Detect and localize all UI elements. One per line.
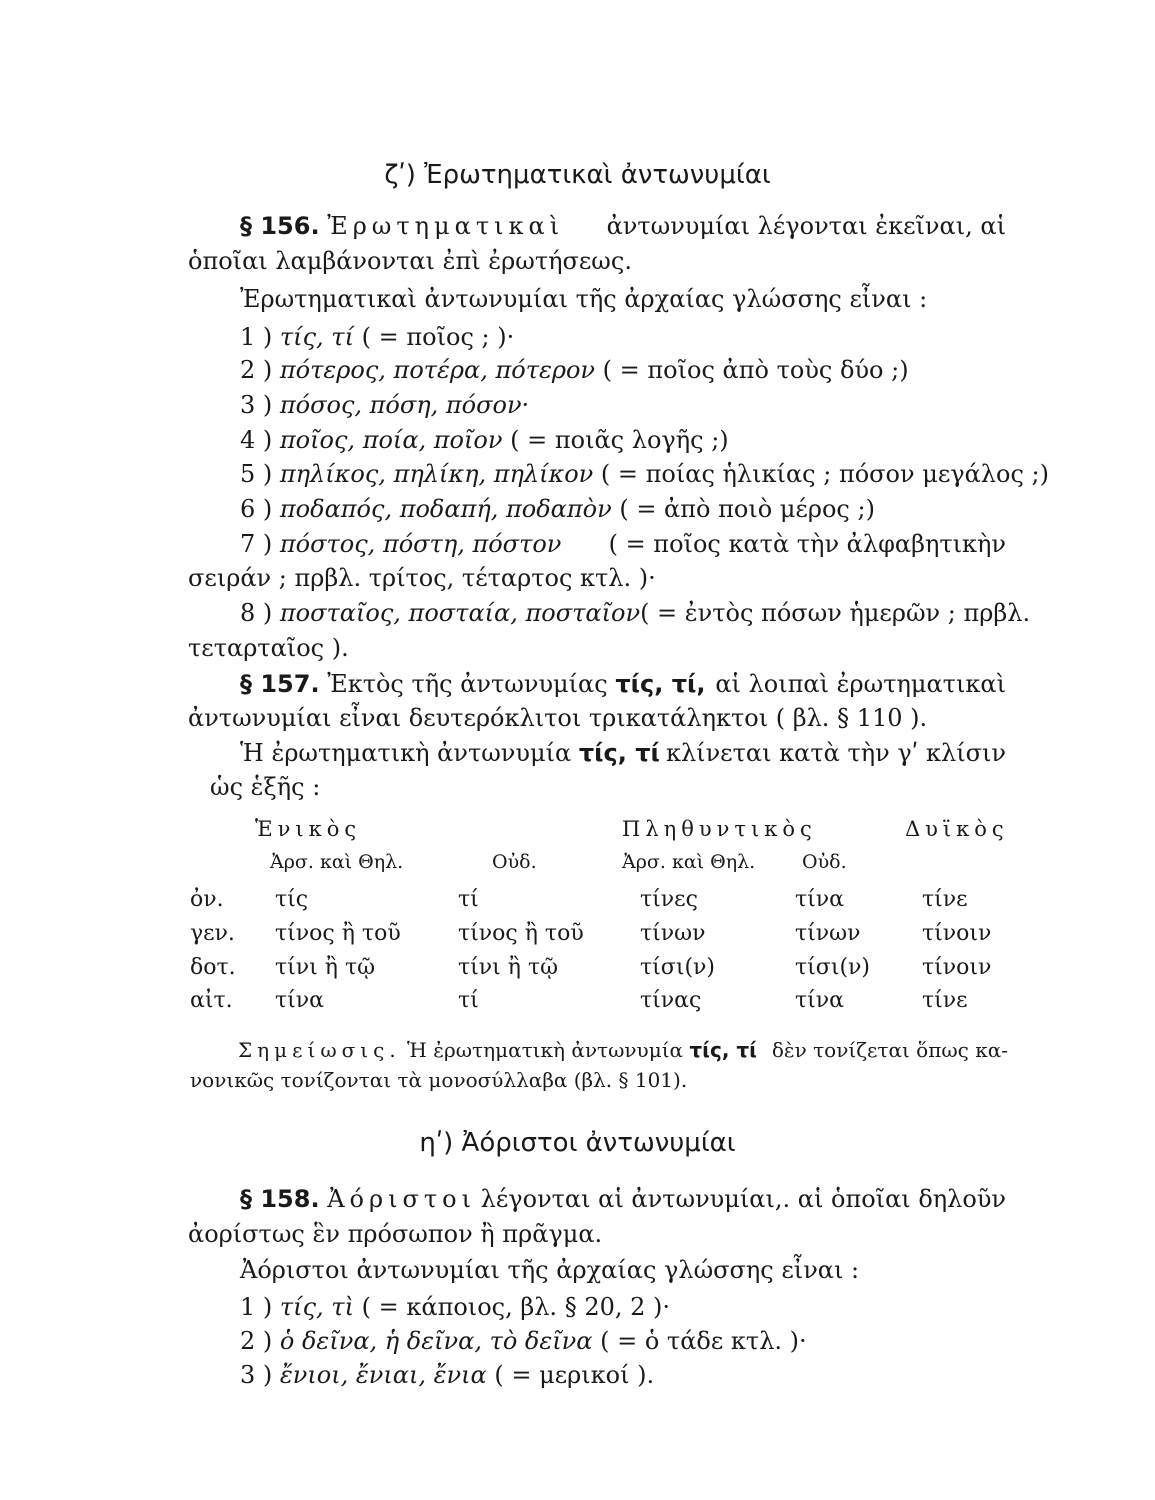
list-item: 6 ) ποδαπός, ποδαπή, ποδαπὸν ( = ἀπὸ ποιὸ μέρος ;) <box>240 495 875 523</box>
term-interrogative: Ἐρωτηματικαὶ <box>327 212 565 240</box>
list-item: 1 ) τίς, τὶ ( = κάποιος, βλ. § 20, 2 )· <box>240 1293 671 1321</box>
section-heading-interrogative: ζʹ) Ἐρωτηματικαὶ ἀντωνυμίαι <box>384 160 771 190</box>
paragraph-157-line1: § 157. Ἐκτὸς τῆς ἀντωνυμίας τίς, τί, αἱ λοιπαὶ ἐρωτηματικαὶ <box>240 670 1006 698</box>
subheader-masc-fem: Ἀρσ. καὶ Θηλ. <box>270 851 404 873</box>
paragraph-157-line2: ἀντωνυμίαι εἶναι δευτερόκλιτοι τρικατάληκτοι ( βλ. § 110 ). <box>188 704 928 732</box>
header-singular: Ἑνικὸς <box>255 817 362 841</box>
list-item-continuation: σειράν ; πρβλ. τρίτος, τέταρτος κτλ. )· <box>188 564 656 592</box>
list-item: 2 ) πότερος, ποτέρα, πότερον ( = ποῖος ἀπὸ τοὺς δύο ;) <box>240 356 909 384</box>
indefinite-intro: Ἀόριστοι ἀντωνυμίαι τῆς ἀρχαίας γλώσσης εἶναι : <box>240 1256 860 1284</box>
header-dual: Δυϊκὸς <box>905 817 1009 841</box>
note-label: Σημείωσις. <box>238 1038 401 1062</box>
list-item: 3 ) πόσος, πόση, πόσον· <box>240 391 530 419</box>
section-heading-indefinite: ηʹ) Ἀόριστοι ἀντωνυμίαι <box>419 1128 736 1158</box>
paragraph-157b-line2: ὡς ἑξῆς : <box>210 773 321 801</box>
section-number-156: § 156. <box>240 212 320 240</box>
list-item: 2 ) ὁ δεῖνα, ἡ δεῖνα, τὸ δεῖνα ( = ὁ τάδε κτλ. )· <box>240 1327 807 1355</box>
subheader-neuter: Οὐδ. <box>492 851 537 873</box>
list-item: 8 ) ποσταῖος, ποσταία, ποσταῖον ( = ἐντὸς πόσων ἡμερῶν ; πρβλ. <box>240 599 1031 627</box>
interrogative-intro: Ἐρωτηματικαὶ ἀντωνυμίαι τῆς ἀρχαίας γλώσσης εἶναι : <box>240 285 928 313</box>
section-number-158: § 158. <box>240 1185 320 1213</box>
term-indefinite: Ἀόριστοι <box>327 1185 477 1213</box>
book-page: ζʹ) Ἐρωτηματικαὶ ἀντωνυμίαι § 156. Ἐρωτηματικαὶ ἀντωνυμίαι λέγονται ἐκεῖναι, αἱ ὁποῖαι λαμβάνονται ἐπὶ ἐρωτήσεως. Ἐρωτηματικαὶ ἀντωνυμίαι τῆς ἀρχαίας γλώσσης εἶναι : 1 ) τίς, τί ( = ποῖος ; )· 2 ) πότερος, ποτέρα, πότερον ( = ποῖος ἀπὸ τοὺς δύο ;) 3 ) πόσος, πόση, πόσον· 4 ) ποῖος, ποία, ποῖον ( = ποιᾶς λογῆς ;) 5 ) πηλίκος, πηλίκη, πηλίκον ( = ποίας ἡλικίας ; πόσον μεγάλος ;) 6 ) ποδαπός, ποδαπή, ποδαπὸν ( = ἀπὸ ποιὸ μέρος ;) 7 ) πόστος, πόστη, πόστον ( = ποῖος κατὰ τὴν ἀλφαβητικὴν σειράν ; πρβλ. τρίτος, τέταρτος κτλ. )· 8 ) ποσταῖος, ποσταία, ποσταῖον ( = ἐντὸς πόσων ἡμερῶν ; πρβλ. τεταρταῖος ). § 157. Ἐκτὸς τῆς ἀντωνυμίας τίς, τί, αἱ λοιπαὶ ἐρωτηματικαὶ ἀντωνυμίαι εἶναι δευτερόκλιτοι τρικατάληκτοι ( βλ. § 110 ). Ἡ ἐρωτηματικὴ ἀντωνυμία τίς, τί κλίνεται κατὰ τὴν γʹ κλίσιν ὡς ἑξῆς : Ἑνικὸς Πληθυντικὸς Δυϊκὸς Ἀρσ. καὶ Θηλ. Οὐδ. Ἀρσ. καὶ Θηλ. Οὐδ. ὀν. τίς τί τίνες τίνα τίνε γεν. τίνος ἢ τοῦ τίνος ἢ τοῦ τίνων τίνων τίνοιν δοτ. τίνι ἢ τῷ τίνι ἢ τῷ τίσι(ν) τίσι(ν) τίνοιν αἰτ. τίνα τί τίνας τίνα τίνε Σημείωσις. Ἡ ἐρωτηματικὴ ἀντωνυμία τίς, τί δὲν τονίζεται ὅπως κα- νονικῶς τονίζονται τὰ μονοσύλλαβα (βλ. § 101). ηʹ) Ἀόριστοι ἀντωνυμίαι § 158. Ἀόριστοι λέγονται αἱ ἀντωνυμίαι,. αἱ ὁποῖαι δηλοῦν ἀορίστως ἓν πρόσωπον ἢ πρᾶγμα. Ἀόριστοι ἀντωνυμίαι τῆς ἀρχαίας γλώσσης εἶναι : 1 ) τίς, τὶ ( = κάποιος, βλ. § 20, 2 )· 2 ) ὁ δεῖνα, ἡ δεῖνα, τὸ δεῖνα ( = ὁ τάδε κτλ. )· 3 ) ἔνιοι, ἔνιαι, ἔνια ( = μερικοί ). <box>0 0 1155 1500</box>
list-item: 1 ) τίς, τί ( = ποῖος ; )· <box>240 323 515 351</box>
paragraph-157b-line1: Ἡ ἐρωτηματικὴ ἀντωνυμία τίς, τί κλίνεται κατὰ τὴν γʹ κλίσιν <box>240 739 1006 767</box>
paragraph-158-line1: § 158. Ἀόριστοι λέγονται αἱ ἀντωνυμίαι,. αἱ ὁποῖαι δηλοῦν <box>240 1185 1006 1213</box>
paragraph-156-line2: ὁποῖαι λαμβάνονται ἐπὶ ἐρωτήσεως. <box>188 247 632 275</box>
subheader-neuter: Οὐδ. <box>802 851 847 873</box>
list-item: 7 ) πόστος, πόστη, πόστον ( = ποῖος κατὰ τὴν ἀλφαβητικὴν <box>240 530 1006 558</box>
header-plural: Πληθυντικὸς <box>622 817 817 841</box>
note-line1: Σημείωσις. Ἡ ἐρωτηματικὴ ἀντωνυμία τίς, τί δὲν τονίζεται ὅπως κα- <box>238 1038 1008 1062</box>
subheader-masc-fem: Ἀρσ. καὶ Θηλ. <box>622 851 756 873</box>
note-line2: νονικῶς τονίζονται τὰ μονοσύλλαβα (βλ. § 101). <box>190 1068 688 1092</box>
section-number-157: § 157. <box>240 670 320 698</box>
paragraph-156-text: ἀντωνυμίαι λέγονται ἐκεῖναι, αἱ <box>606 212 1006 240</box>
paragraph-156-line1 <box>240 214 1006 238</box>
paragraph-158-line2: ἀορίστως ἓν πρόσωπον ἢ πρᾶγμα. <box>188 1220 603 1248</box>
list-item: 4 ) ποῖος, ποία, ποῖον ( = ποιᾶς λογῆς ;) <box>240 426 729 454</box>
list-item-continuation: τεταρταῖος ). <box>188 634 349 662</box>
list-item: 3 ) ἔνιοι, ἔνιαι, ἔνια ( = μερικοί ). <box>240 1361 655 1389</box>
list-item: 5 ) πηλίκος, πηλίκη, πηλίκον ( = ποίας ἡλικίας ; πόσον μεγάλος ;) <box>240 460 1049 488</box>
